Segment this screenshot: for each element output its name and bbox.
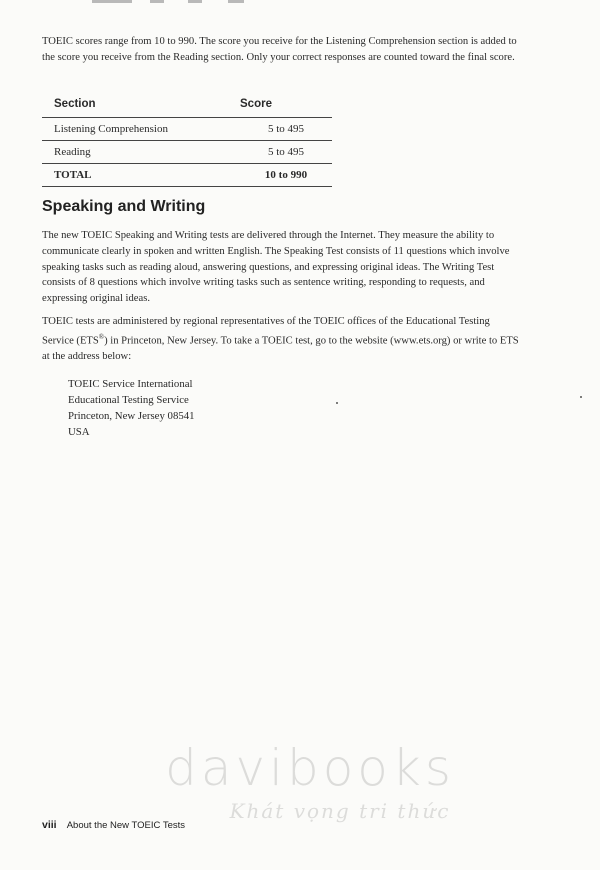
ets-text-before: TOEIC tests are administered by regional representatives of the TOEIC offices of the Educational Testing Service (ETS	[42, 316, 490, 347]
scan-speck	[580, 396, 582, 398]
table-row	[42, 118, 332, 141]
row-section: Reading	[42, 141, 240, 164]
speaking-writing-paragraph: The new TOEIC Speaking and Writing tests are delivered through the Internet. They measure the ability to communicate clearly in spoken and written English. The Speaking Test consists of 11 questions which involve speaking tasks such as reading aloud, answering questions, and expressing original ideas. The Writing Test consists of 8 questions which involve writing tasks such as sentence writing, responding to requests, and expressing original ideas.	[42, 230, 510, 305]
ets-text-after: ) in Princeton, New Jersey. To take a TOEIC test, go to the website (www.ets.org) or write to ETS at the address below:	[42, 335, 519, 363]
registered-mark: ®	[98, 332, 105, 341]
page-footer	[42, 819, 185, 831]
ets-paragraph	[42, 314, 520, 365]
row-score: 5 to 495	[240, 118, 332, 141]
address-line: USA	[68, 426, 90, 438]
address-line: Princeton, New Jersey 08541	[68, 410, 195, 422]
row-score: 10 to 990	[240, 164, 332, 187]
table-row	[42, 141, 332, 164]
footer-title: About the New TOEIC Tests	[66, 820, 186, 831]
scan-speck	[336, 402, 338, 404]
scan-marks	[0, 0, 600, 6]
section-heading: Speaking and Writing	[42, 198, 206, 215]
watermark-tagline: Khát vọng tri thức	[229, 799, 451, 823]
watermark-logo: davibooks	[165, 739, 455, 797]
page-number: viii	[42, 819, 57, 831]
row-section: Listening Comprehension	[42, 118, 240, 141]
table-header-section: Section	[42, 94, 240, 118]
watermark	[160, 738, 460, 824]
table-row-total	[42, 164, 332, 187]
intro-paragraph: TOEIC scores range from 10 to 990. The score you receive for the Listening Comprehension section is added to the score you receive from the Reading section. Only your correct responses are counted toward the final score.	[42, 36, 517, 63]
table-header-score: Score	[240, 94, 332, 118]
row-section: TOTAL	[42, 164, 240, 187]
address-line: Educational Testing Service	[68, 394, 189, 406]
address-line: TOEIC Service International	[68, 378, 193, 390]
mailing-address	[68, 376, 195, 440]
score-table	[42, 94, 332, 187]
row-score: 5 to 495	[240, 141, 332, 164]
